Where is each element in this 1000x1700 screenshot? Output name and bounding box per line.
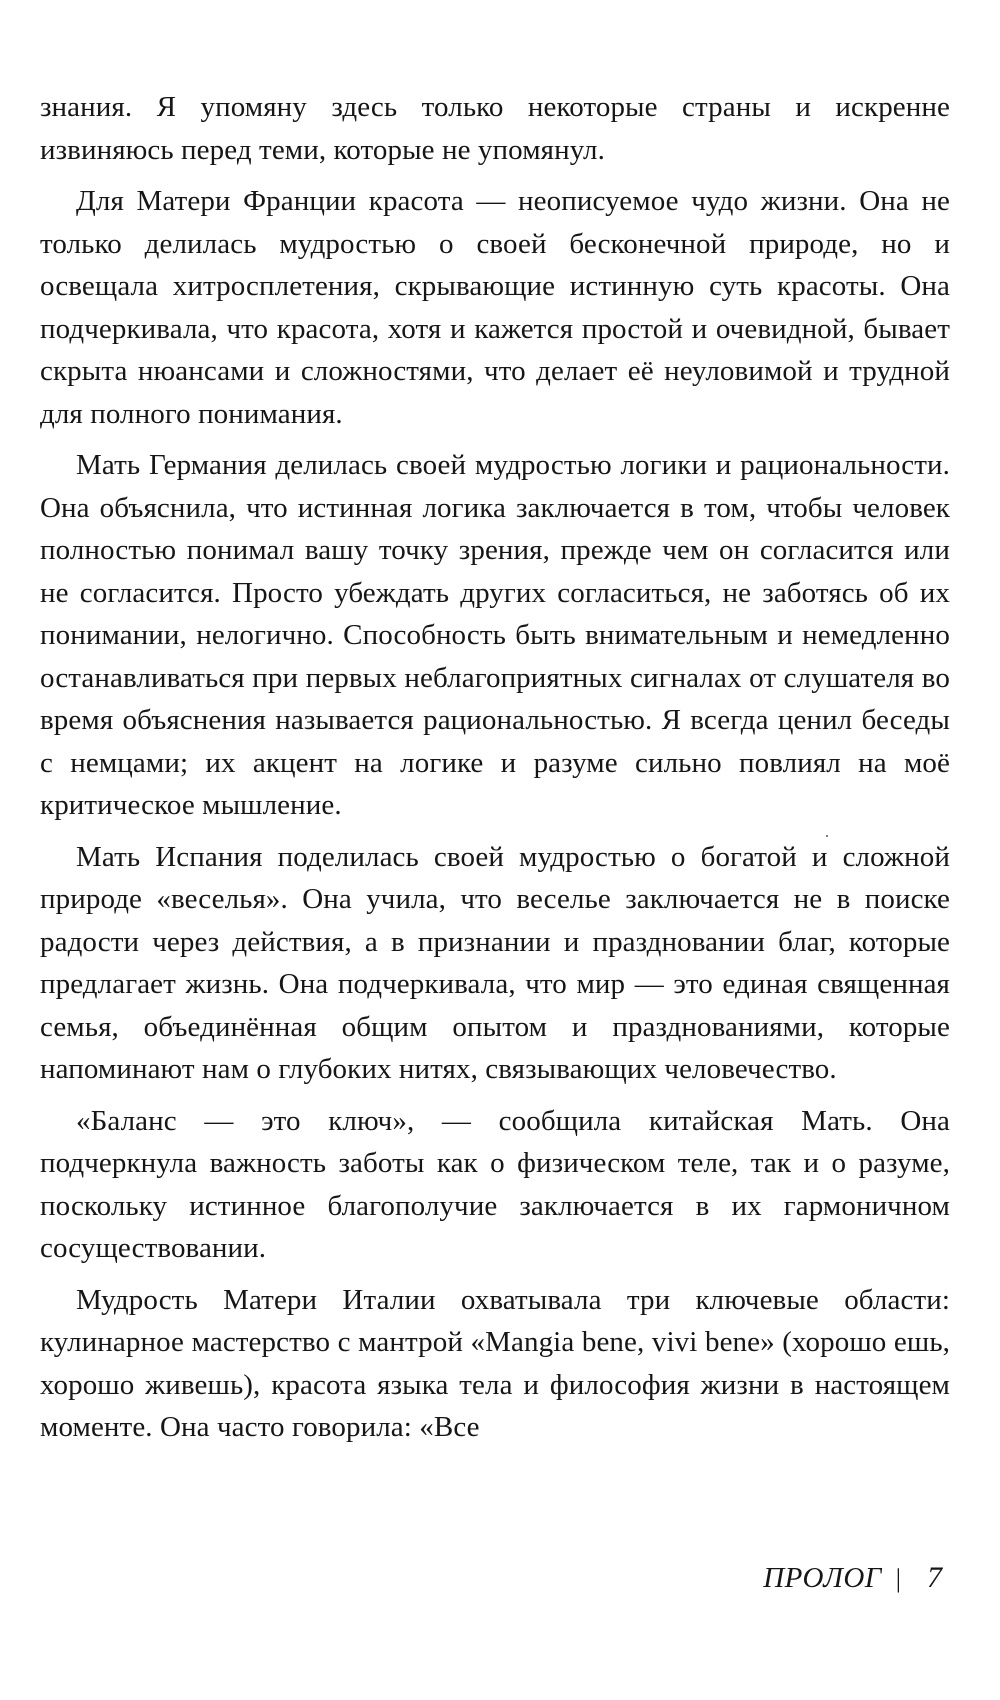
paragraph-continuation: знания. Я упомяну здесь только некоторые страны и искренне извиняюсь перед теми, которые не упомянул. bbox=[40, 91, 950, 166]
paragraph-mother-italy: Мудрость Матери Италии охватывала три ключевые области: кулинарное мастерство с мантрой «Mangia bene, vivi bene» (хорошо ешь, хорошо живешь), красота языка тела и философия жизни в настоящем моменте. Она часто говорила: «Все bbox=[40, 1283, 950, 1443]
page-footer bbox=[763, 1561, 942, 1595]
paragraph-mother-spain: Мать Испания поделилась своей мудростью о богатой и сложной природе «веселья». Она учила, что веселье заключается не в поиске радости через действия, а в признании и праздновании благ, которые предлагает жизнь. Она подчеркивала, что мир — это единая священная семья, объединённая общим опытом и празднованиями, которые напоминают нам о глубоких нитях, связывающих человечество. bbox=[40, 840, 950, 1085]
paragraph-mother-france: Для Матери Франции красота — неописуемое чудо жизни. Она не только делилась мудростью о своей бесконечной природе, но и освещала хитросплетения, скрывающие истинную суть красоты. Она подчеркивала, что красота, хотя и кажется простой и очевидной, бывает скрыта нюансами и сложностями, что делает её неуловимой и трудной для полного понимания. bbox=[40, 185, 950, 430]
paragraph-mother-germany: Мать Германия делилась своей мудростью логики и рациональности. Она объяснила, что истинная логика заключается в том, чтобы человек полностью понимал вашу точку зрения, прежде чем он согласится или не согласится. Просто убеждать других согласиться, не заботясь об их понимании, нелогично. Способность быть внимательным и немедленно останавливаться при первых неблагоприятных сигналах от слушателя во время объяснения называется рациональностью. Я всегда ценил беседы с немцами; их акцент на логике и разуме сильно повлиял на моё критическое мышление. bbox=[40, 449, 950, 821]
footer-separator: | bbox=[895, 1564, 901, 1593]
paragraph-mother-china: «Баланс — это ключ», — сообщила китайская Мать. Она подчеркнула важность заботы как о физическом теле, так и о разуме, поскольку истинное благополучие заключается в их гармоничном сосуществовании. bbox=[40, 1104, 950, 1264]
page-number: 7 bbox=[927, 1561, 942, 1594]
body-text bbox=[40, 86, 950, 1458]
running-head: ПРОЛОГ bbox=[763, 1562, 882, 1594]
print-speck bbox=[826, 835, 828, 837]
